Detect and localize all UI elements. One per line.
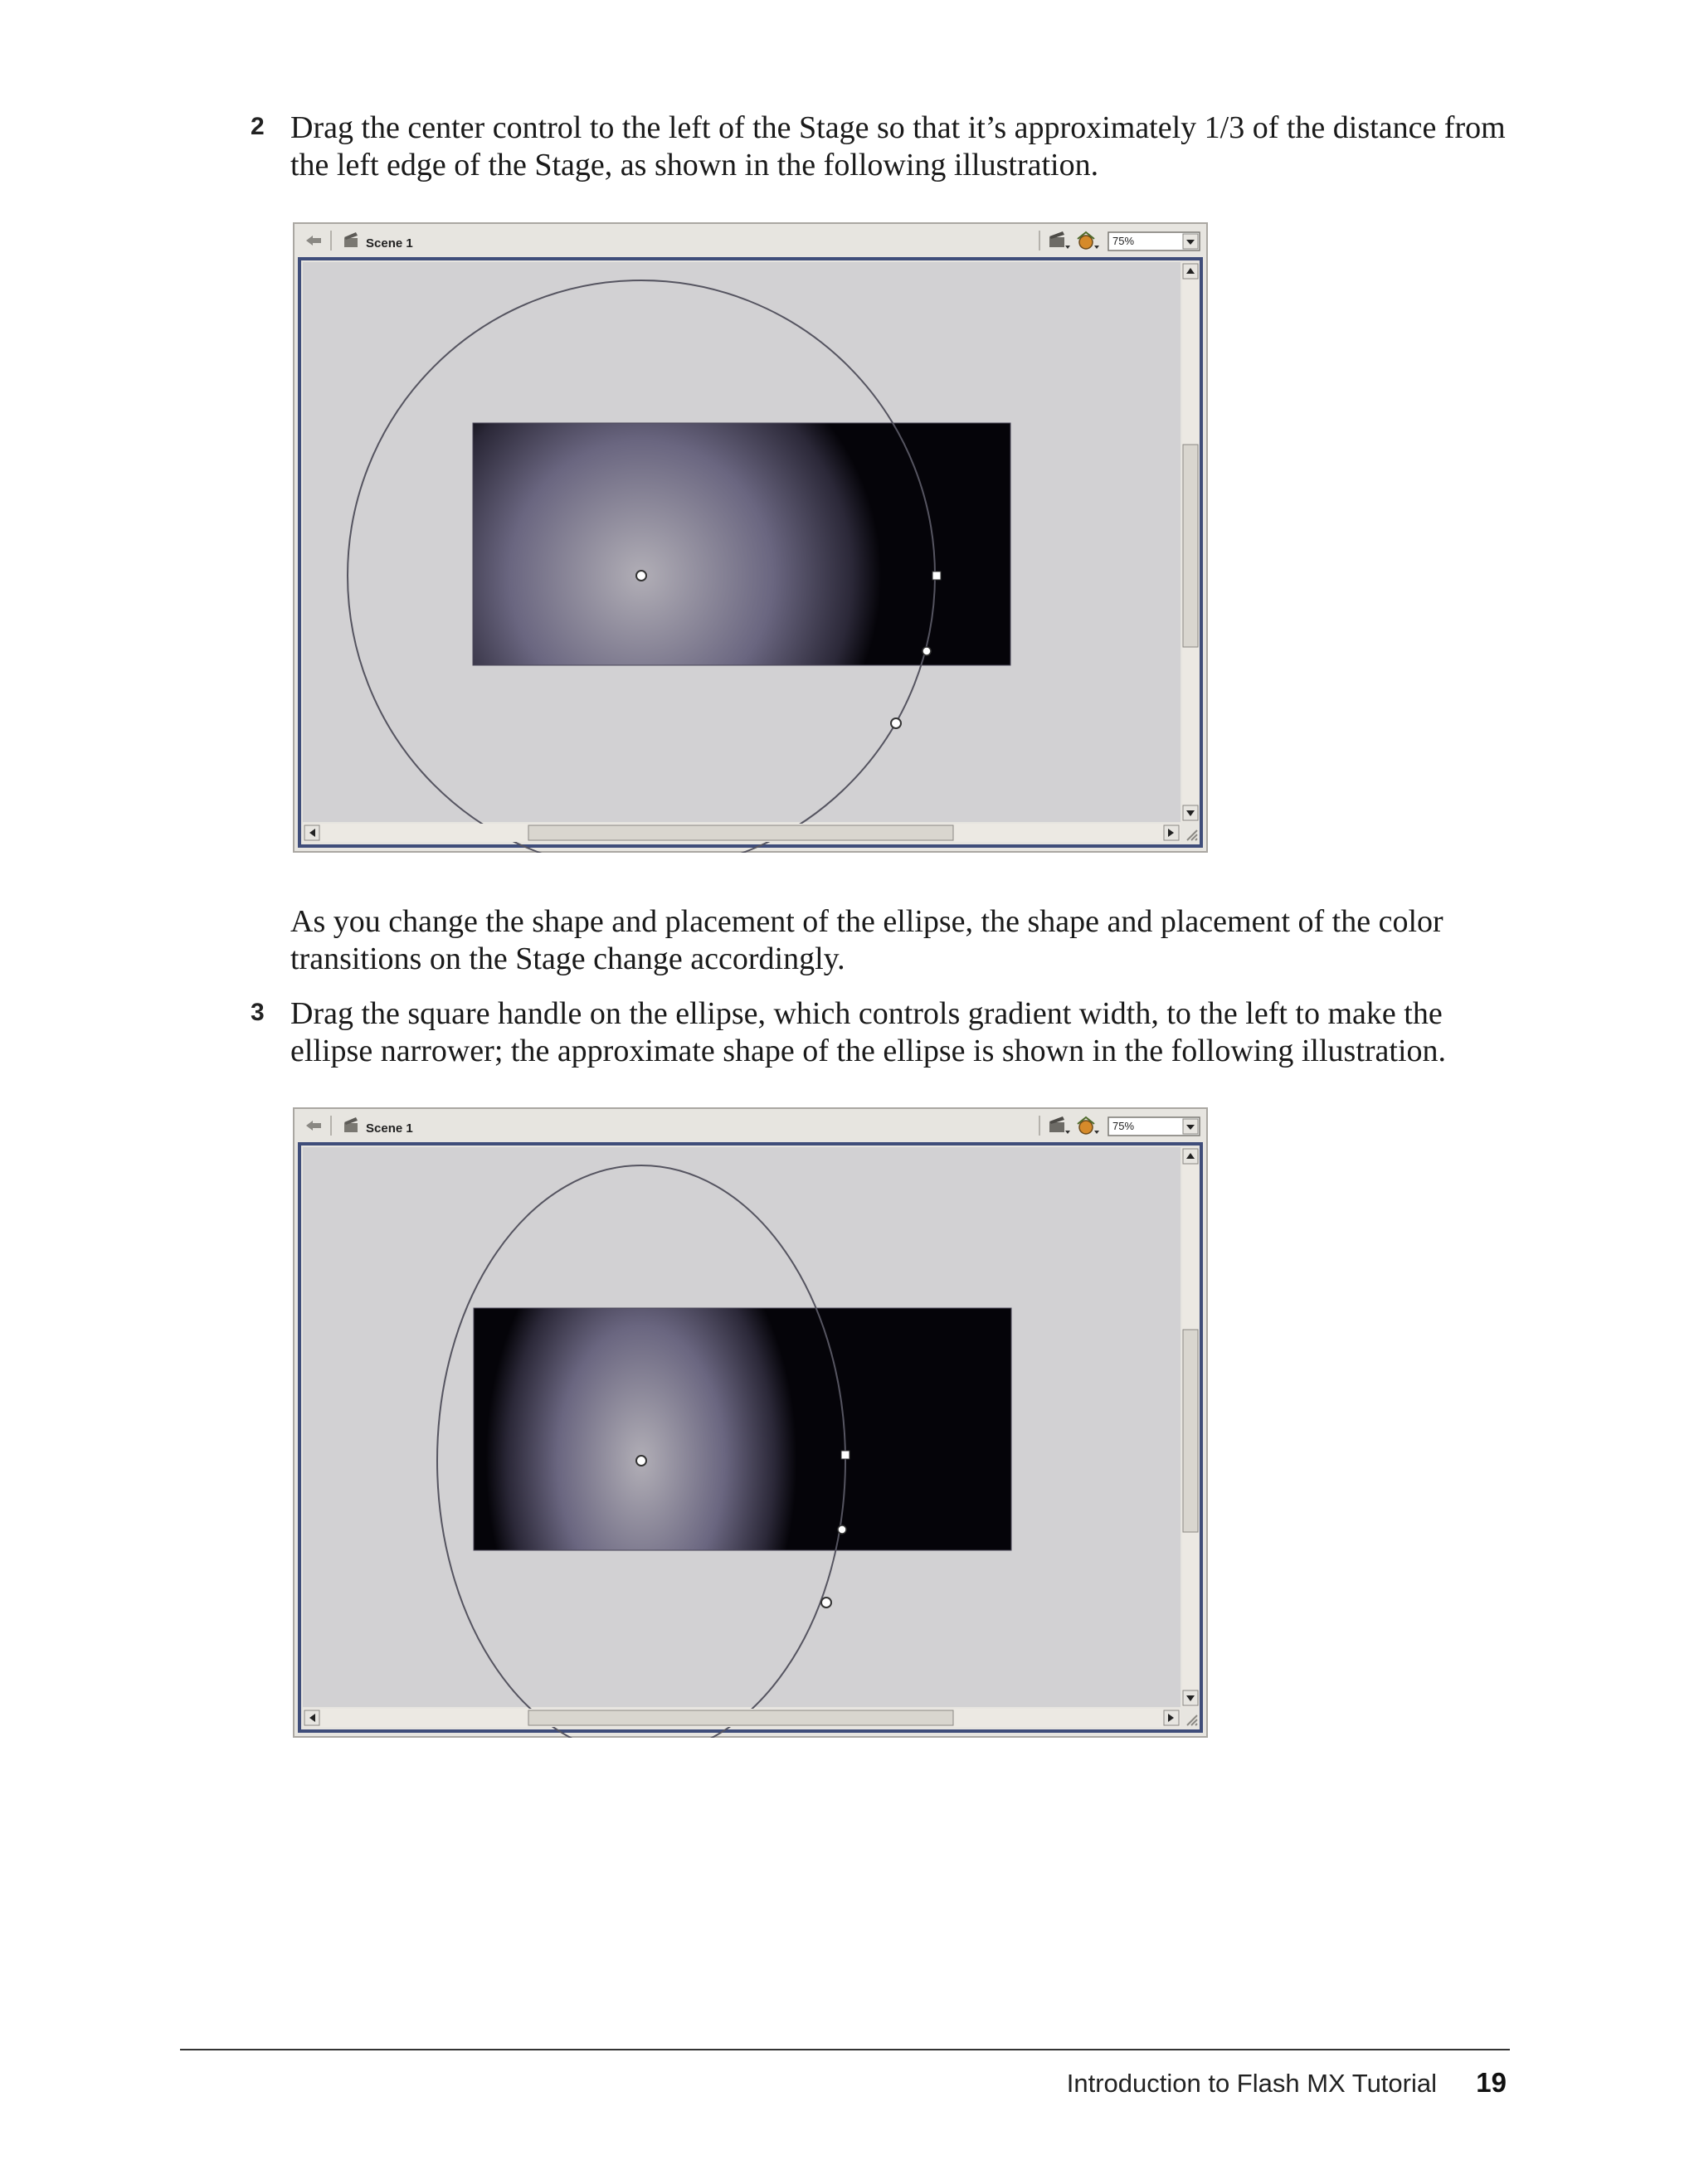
- vertical-scrollbar[interactable]: [1182, 1147, 1199, 1707]
- body-paragraph: As you change the shape and placement of the ellipse, the shape and placement of the color transitions on the Stage change accordingly.: [290, 904, 1443, 976]
- step-number: 3: [251, 999, 265, 1026]
- toolbar: [296, 226, 1205, 255]
- page-number: 19: [1476, 2067, 1507, 2098]
- rotation-handle[interactable]: [821, 1598, 831, 1608]
- horizontal-scrollbar[interactable]: [303, 1709, 1181, 1727]
- step-number: 2: [251, 113, 265, 140]
- flash-window: [293, 222, 1208, 853]
- scene-label[interactable]: Scene 1: [366, 1121, 413, 1136]
- zoom-value: 75%: [1112, 1120, 1135, 1132]
- step-3: [251, 995, 1512, 1070]
- zoom-dropdown[interactable]: [1108, 1117, 1200, 1136]
- width-square-handle[interactable]: [841, 1451, 850, 1459]
- vertical-scroll-thumb: [1183, 445, 1198, 647]
- step-text: Drag the center control to the left of the Stage so that it’s approximately 1/3 of the distance from the left edge of the Stage, as shown in the following illustration.: [290, 110, 1506, 182]
- flash-screenshot-2: [293, 1107, 1208, 1738]
- horizontal-scroll-thumb: [528, 825, 953, 840]
- horizontal-scroll-thumb: [528, 1710, 953, 1725]
- zoom-value: 75%: [1112, 235, 1135, 247]
- center-control[interactable]: [636, 571, 646, 581]
- rotation-handle[interactable]: [891, 718, 901, 728]
- scene-label[interactable]: Scene 1: [366, 236, 413, 251]
- flash-screenshot-1: [293, 222, 1208, 853]
- center-control[interactable]: [636, 1456, 646, 1466]
- step-2: [251, 109, 1512, 184]
- footer-rule: [180, 2049, 1510, 2050]
- size-handle[interactable]: [923, 647, 931, 655]
- flash-window: [293, 1107, 1208, 1738]
- zoom-dropdown[interactable]: [1108, 232, 1200, 251]
- horizontal-scrollbar[interactable]: [303, 824, 1181, 842]
- vertical-scroll-thumb: [1183, 1330, 1198, 1532]
- step-text: Drag the square handle on the ellipse, which controls gradient width, to the left to make the ellipse narrower; the approximate shape of the ellipse is shown in the following illustration.: [290, 996, 1447, 1068]
- gradient-rectangle[interactable]: [474, 1308, 1011, 1550]
- size-handle[interactable]: [838, 1525, 846, 1534]
- footer-title: Introduction to Flash MX Tutorial: [1066, 2069, 1437, 2098]
- toolbar: [296, 1111, 1205, 1141]
- vertical-scrollbar[interactable]: [1182, 262, 1199, 822]
- width-square-handle[interactable]: [932, 572, 941, 580]
